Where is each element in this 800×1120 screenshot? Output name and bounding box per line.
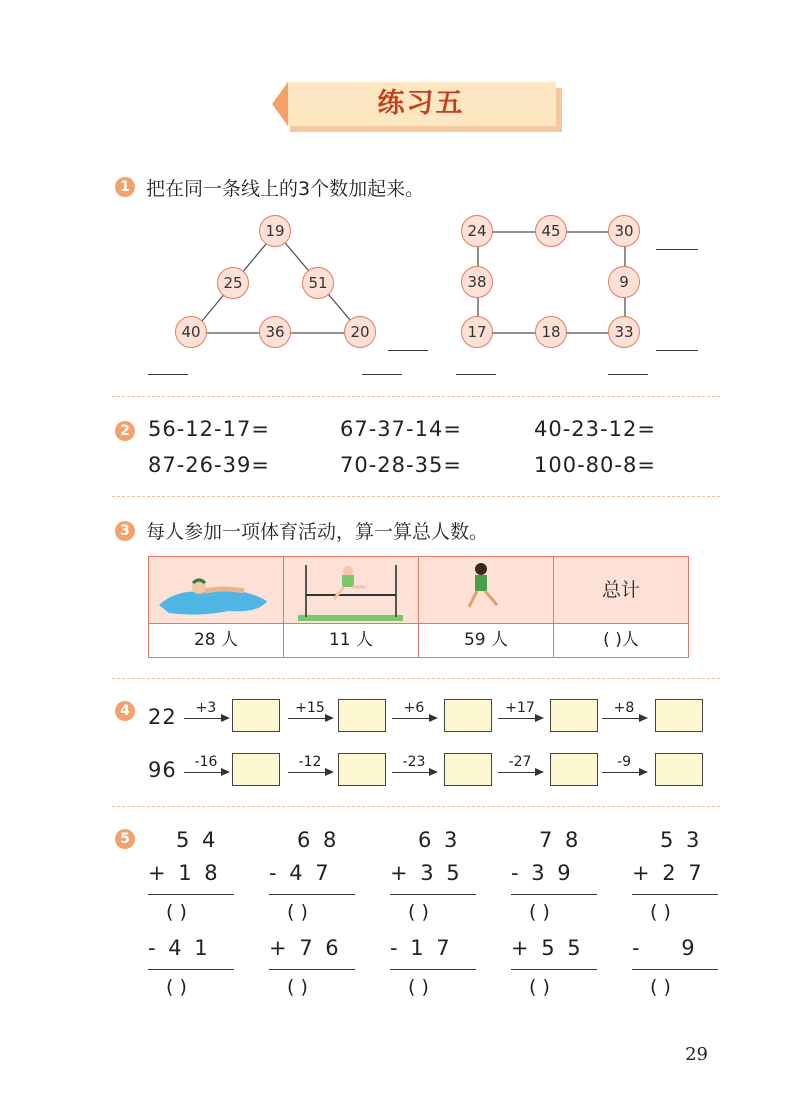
answer-box[interactable] [232, 753, 280, 786]
vertical-operand: - 1 7 [390, 936, 453, 960]
answer-paren[interactable]: ( ) [408, 976, 429, 998]
activity-table [148, 556, 689, 658]
answer-paren[interactable]: ( ) [529, 976, 550, 998]
arrow-icon [184, 772, 228, 773]
vertical-operand: - 9 [632, 936, 698, 960]
equation: 40-23-12= [534, 417, 656, 441]
answer-paren[interactable]: ( ) [287, 901, 308, 923]
arrow-icon [498, 772, 542, 773]
section-divider [112, 496, 720, 497]
answer-blank[interactable] [456, 374, 496, 375]
operation-label: +3 [195, 700, 217, 716]
count-cell: 11 人 [284, 624, 419, 657]
answer-blank[interactable] [656, 350, 698, 351]
square-number: 9 [608, 266, 640, 298]
answer-paren[interactable]: ( ) [166, 901, 187, 923]
arrow-icon [392, 772, 436, 773]
swimmer-illustration [149, 557, 282, 623]
sum-line [390, 969, 476, 970]
sum-line [148, 969, 234, 970]
answer-box[interactable] [655, 699, 703, 732]
triangle-number: 20 [344, 316, 376, 348]
arrow-icon [602, 772, 646, 773]
answer-box[interactable] [444, 699, 492, 732]
section-divider [112, 806, 720, 807]
triangle-number: 36 [259, 316, 291, 348]
answer-box[interactable] [444, 753, 492, 786]
high-jump-cell [284, 557, 419, 624]
q1-lines [0, 0, 800, 400]
sum-line [269, 894, 355, 895]
answer-box[interactable] [550, 753, 598, 786]
square-number: 17 [461, 316, 493, 348]
vertical-operand: + 5 5 [511, 936, 584, 960]
sum-line [511, 969, 597, 970]
problem-number-4: 4 [115, 701, 135, 721]
answer-blank[interactable] [362, 374, 402, 375]
section-divider [112, 396, 720, 397]
sum-line [511, 894, 597, 895]
count-cell: 59 人 [419, 624, 554, 657]
chain-start: 96 [148, 758, 177, 782]
chain-start: 22 [148, 705, 177, 729]
square-number: 38 [461, 266, 493, 298]
operation-label: -9 [617, 754, 631, 770]
sum-line [632, 969, 718, 970]
answer-box[interactable] [338, 753, 386, 786]
operation-label: +17 [505, 700, 535, 716]
operation-label: +15 [295, 700, 325, 716]
answer-box[interactable] [338, 699, 386, 732]
answer-paren[interactable]: ( ) [650, 901, 671, 923]
operation-label: +8 [613, 700, 635, 716]
answer-paren[interactable]: ( ) [650, 976, 671, 998]
section-divider [112, 678, 720, 679]
vertical-top: 6 8 [297, 828, 340, 852]
problem-number-1: 1 [115, 177, 135, 197]
arrow-icon [184, 718, 228, 719]
equation: 67-37-14= [340, 417, 462, 441]
sum-line [148, 894, 234, 895]
triangle-number: 25 [217, 267, 249, 299]
running-cell [419, 557, 554, 624]
total-answer-cell[interactable]: ( )人 [554, 624, 688, 657]
square-number: 24 [461, 215, 493, 247]
operation-label: -27 [508, 754, 532, 770]
operation-label: +6 [403, 700, 425, 716]
answer-box[interactable] [550, 699, 598, 732]
arrow-icon [288, 772, 332, 773]
answer-blank[interactable] [388, 350, 428, 351]
high-jump-illustration [284, 557, 417, 623]
equation: 87-26-39= [148, 453, 270, 477]
vertical-top: 6 3 [418, 828, 461, 852]
problem-number-2: 2 [115, 421, 135, 441]
swimming-cell [149, 557, 284, 624]
triangle-number: 19 [259, 215, 291, 247]
answer-paren[interactable]: ( ) [287, 976, 308, 998]
answer-paren[interactable]: ( ) [166, 976, 187, 998]
square-number: 45 [535, 215, 567, 247]
vertical-top: 7 8 [539, 828, 582, 852]
vertical-operand: - 3 9 [511, 861, 574, 885]
vertical-operand: + 1 8 [148, 861, 221, 885]
vertical-operand: + 3 5 [390, 861, 463, 885]
arrow-icon [602, 718, 646, 719]
triangle-number: 40 [175, 316, 207, 348]
problem-number-3: 3 [115, 521, 135, 541]
answer-blank[interactable] [608, 374, 648, 375]
square-number: 18 [535, 316, 567, 348]
sum-line [390, 894, 476, 895]
runner-illustration [419, 557, 552, 623]
count-cell: 28 人 [149, 624, 284, 657]
arrow-icon [288, 718, 332, 719]
triangle-number: 51 [302, 267, 334, 299]
answer-blank[interactable] [148, 374, 188, 375]
vertical-operand: + 7 6 [269, 936, 342, 960]
sum-line [632, 894, 718, 895]
answer-box[interactable] [655, 753, 703, 786]
q3-instruction: 每人参加一项体育活动，算一算总人数。 [146, 521, 489, 543]
square-number: 33 [608, 316, 640, 348]
answer-box[interactable] [232, 699, 280, 732]
equation: 56-12-17= [148, 417, 270, 441]
answer-blank[interactable] [656, 249, 698, 250]
page-title: 练习五 [377, 88, 465, 119]
square-number: 30 [608, 215, 640, 247]
total-header: 总计 [554, 557, 688, 624]
q1-instruction: 把在同一条线上的3个数加起来。 [146, 178, 425, 200]
vertical-top: 5 3 [660, 828, 703, 852]
operation-label: -16 [194, 754, 218, 770]
arrow-icon [392, 718, 436, 719]
answer-paren[interactable]: ( ) [529, 901, 550, 923]
vertical-operand: - 4 1 [148, 936, 211, 960]
vertical-operand: - 4 7 [269, 861, 332, 885]
sum-line [269, 969, 355, 970]
equation: 70-28-35= [340, 453, 462, 477]
vertical-operand: + 2 7 [632, 861, 705, 885]
page-number: 29 [685, 1044, 708, 1065]
operation-label: -12 [298, 754, 322, 770]
vertical-top: 5 4 [176, 828, 219, 852]
problem-number-5: 5 [115, 829, 135, 849]
answer-paren[interactable]: ( ) [408, 901, 429, 923]
equation: 100-80-8= [534, 453, 656, 477]
operation-label: -23 [402, 754, 426, 770]
arrow-icon [498, 718, 542, 719]
